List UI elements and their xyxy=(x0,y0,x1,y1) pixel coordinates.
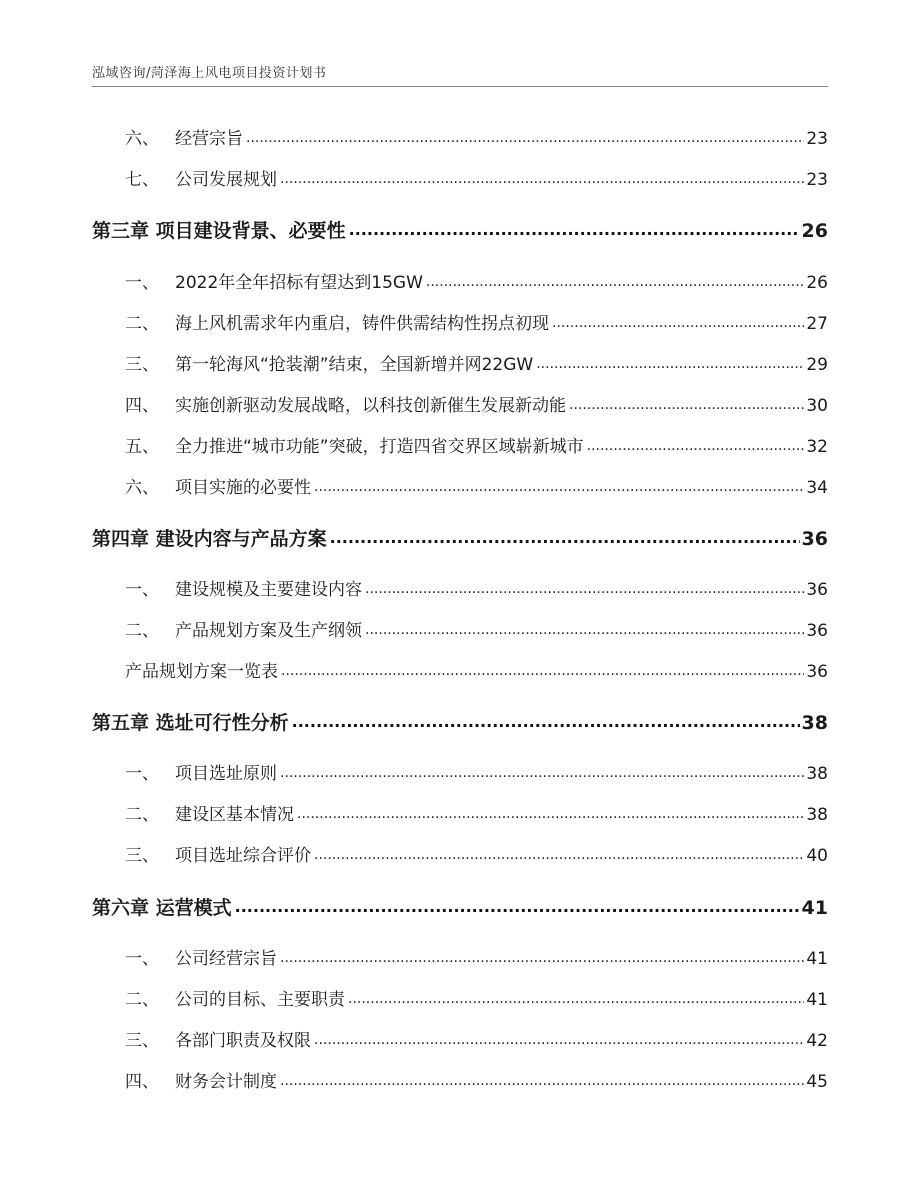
toc-page-number: 30 xyxy=(806,396,828,416)
toc-chapter-entry[interactable] xyxy=(0,893,920,920)
toc-entry-text: 公司经营宗旨 xyxy=(175,949,277,969)
toc-entry-title xyxy=(125,616,362,641)
toc-entry-number: 四、 xyxy=(125,396,159,416)
toc-entry-number: 五、 xyxy=(125,437,159,457)
dot-leader xyxy=(348,988,804,1005)
toc-entry-text: 第六章 运营模式 xyxy=(92,897,232,919)
toc-page-number: 42 xyxy=(806,1031,828,1051)
dot-leader xyxy=(292,710,800,729)
toc-entry-text: 建设规模及主要建设内容 xyxy=(175,580,362,600)
toc-entry-title xyxy=(125,350,533,375)
toc-entry-number: 二、 xyxy=(125,805,159,825)
toc-entry-number: 二、 xyxy=(125,990,159,1010)
dot-leader xyxy=(536,353,804,370)
toc-entry-number: 二、 xyxy=(125,314,159,334)
toc-entry-text: 第三章 项目建设背景、必要性 xyxy=(92,220,346,242)
dot-leader xyxy=(297,803,804,820)
toc-entry[interactable] xyxy=(0,268,920,293)
toc-page-number: 41 xyxy=(801,897,828,919)
toc-entry[interactable] xyxy=(0,1026,920,1051)
toc-entry-text: 项目选址原则 xyxy=(175,764,277,784)
toc-entry-text: 财务会计制度 xyxy=(175,1072,277,1092)
toc-entry-title xyxy=(125,124,243,149)
toc-entry-text: 公司的目标、主要职责 xyxy=(175,990,345,1010)
toc-entry-title xyxy=(125,657,278,682)
toc-page-number: 27 xyxy=(806,314,828,334)
toc-entry[interactable] xyxy=(0,575,920,600)
toc-entry-number: 三、 xyxy=(125,846,159,866)
toc-entry[interactable] xyxy=(0,1067,920,1092)
dot-leader xyxy=(349,218,800,237)
dot-leader xyxy=(365,619,804,636)
toc-entry[interactable] xyxy=(0,985,920,1010)
dot-leader xyxy=(281,660,804,677)
toc-entry[interactable] xyxy=(0,657,920,682)
toc-entry-title xyxy=(125,473,311,498)
toc-entry-title xyxy=(92,216,346,243)
toc-entry-number: 七、 xyxy=(125,170,159,190)
toc-page-number: 34 xyxy=(806,478,828,498)
toc-entry[interactable] xyxy=(0,759,920,784)
toc-page-number: 26 xyxy=(801,220,828,242)
toc-entry[interactable] xyxy=(0,841,920,866)
toc-entry-title xyxy=(125,1067,277,1092)
toc-page-number: 41 xyxy=(806,990,828,1010)
toc-page-number: 36 xyxy=(801,528,828,550)
toc-page-number: 32 xyxy=(806,437,828,457)
dot-leader xyxy=(330,526,800,545)
toc-entry-text: 各部门职责及权限 xyxy=(175,1031,311,1051)
toc-page-number: 45 xyxy=(806,1072,828,1092)
toc-entry-text: 产品规划方案及生产纲领 xyxy=(175,621,362,641)
dot-leader xyxy=(426,271,804,288)
toc-entry-text: 海上风机需求年内重启，铸件供需结构性拐点初现 xyxy=(175,314,549,334)
toc-entry[interactable] xyxy=(0,432,920,457)
toc-entry-title xyxy=(125,268,423,293)
dot-leader xyxy=(314,476,804,493)
toc-entry-number: 一、 xyxy=(125,273,159,293)
toc-page-number: 41 xyxy=(806,949,828,969)
toc-entry-number: 一、 xyxy=(125,764,159,784)
toc-page-number: 26 xyxy=(806,273,828,293)
dot-leader xyxy=(587,435,805,452)
dot-leader xyxy=(552,312,804,329)
toc-entry-number: 一、 xyxy=(125,949,159,969)
toc-entry-title xyxy=(125,1026,311,1051)
toc-page-number: 23 xyxy=(806,129,828,149)
toc-entry-title xyxy=(92,893,232,920)
toc-entry-text: 经营宗旨 xyxy=(175,129,243,149)
toc-entry-text: 第一轮海风“抢装潮”结束，全国新增并网22GW xyxy=(175,355,534,375)
toc-page-number: 40 xyxy=(806,846,828,866)
toc-entry-number: 三、 xyxy=(125,355,159,375)
toc-entry-title xyxy=(92,708,289,735)
toc-entry-number: 六、 xyxy=(125,129,159,149)
dot-leader xyxy=(246,127,804,144)
dot-leader xyxy=(280,168,804,185)
toc-entry[interactable] xyxy=(0,944,920,969)
toc-entry-title xyxy=(125,759,277,784)
toc-entry-text: 公司发展规划 xyxy=(175,170,277,190)
dot-leader xyxy=(314,1029,804,1046)
toc-page-number: 36 xyxy=(806,662,828,682)
toc-entry-text: 建设区基本情况 xyxy=(175,805,294,825)
toc-chapter-entry[interactable] xyxy=(0,524,920,551)
toc-page-number: 38 xyxy=(806,764,828,784)
running-header: 泓域咨询/菏泽海上风电项目投资计划书 xyxy=(92,66,327,81)
toc-entry[interactable] xyxy=(0,350,920,375)
toc-entry-text: 第四章 建设内容与产品方案 xyxy=(92,528,327,550)
toc-entry-text: 2022年全年招标有望达到15GW xyxy=(175,273,423,293)
dot-leader xyxy=(314,844,804,861)
toc-entry-number: 三、 xyxy=(125,1031,159,1051)
toc-entry-title xyxy=(125,985,345,1010)
toc-entry[interactable] xyxy=(0,391,920,416)
dot-leader xyxy=(280,1070,804,1087)
toc-entry-text: 项目选址综合评价 xyxy=(175,846,311,866)
toc-entry-number: 一、 xyxy=(125,580,159,600)
toc-page-number: 23 xyxy=(806,170,828,190)
dot-leader xyxy=(280,947,804,964)
toc-page-number: 38 xyxy=(801,712,828,734)
toc-entry-title xyxy=(125,800,294,825)
toc-entry[interactable] xyxy=(0,616,920,641)
dot-leader xyxy=(365,578,804,595)
dot-leader xyxy=(569,394,804,411)
toc-entry-text: 全力推进“城市功能”突破，打造四省交界区域崭新城市 xyxy=(175,437,584,457)
toc-chapter-entry[interactable] xyxy=(0,216,920,243)
toc-entry-text: 项目实施的必要性 xyxy=(175,478,311,498)
toc-entry-title xyxy=(125,391,566,416)
toc-page-number: 36 xyxy=(806,580,828,600)
dot-leader xyxy=(235,895,800,914)
toc-entry-number: 四、 xyxy=(125,1072,159,1092)
toc-entry-title xyxy=(125,432,584,457)
toc-entry-text: 实施创新驱动发展战略，以科技创新催生发展新动能 xyxy=(175,396,566,416)
toc-entry[interactable] xyxy=(0,165,920,190)
toc-entry-number: 二、 xyxy=(125,621,159,641)
toc-entry-title xyxy=(92,524,327,551)
toc-entry-number: 六、 xyxy=(125,478,159,498)
toc-entry-title xyxy=(125,575,362,600)
toc-entry[interactable] xyxy=(0,473,920,498)
toc-page-number: 36 xyxy=(806,621,828,641)
toc-chapter-entry[interactable] xyxy=(0,708,920,735)
dot-leader xyxy=(280,762,804,779)
toc-entry-title xyxy=(125,841,311,866)
toc-entry-text: 第五章 选址可行性分析 xyxy=(92,712,289,734)
toc-entry[interactable] xyxy=(0,309,920,334)
toc-entry-title xyxy=(125,944,277,969)
toc-entry[interactable] xyxy=(0,800,920,825)
toc-entry-title xyxy=(125,165,277,190)
toc-page-number: 38 xyxy=(806,805,828,825)
toc-entry-text: 产品规划方案一览表 xyxy=(125,662,278,682)
header-divider xyxy=(92,86,828,87)
toc-entry[interactable] xyxy=(0,124,920,149)
toc-page-number: 29 xyxy=(806,355,828,375)
toc-entry-title xyxy=(125,309,549,334)
